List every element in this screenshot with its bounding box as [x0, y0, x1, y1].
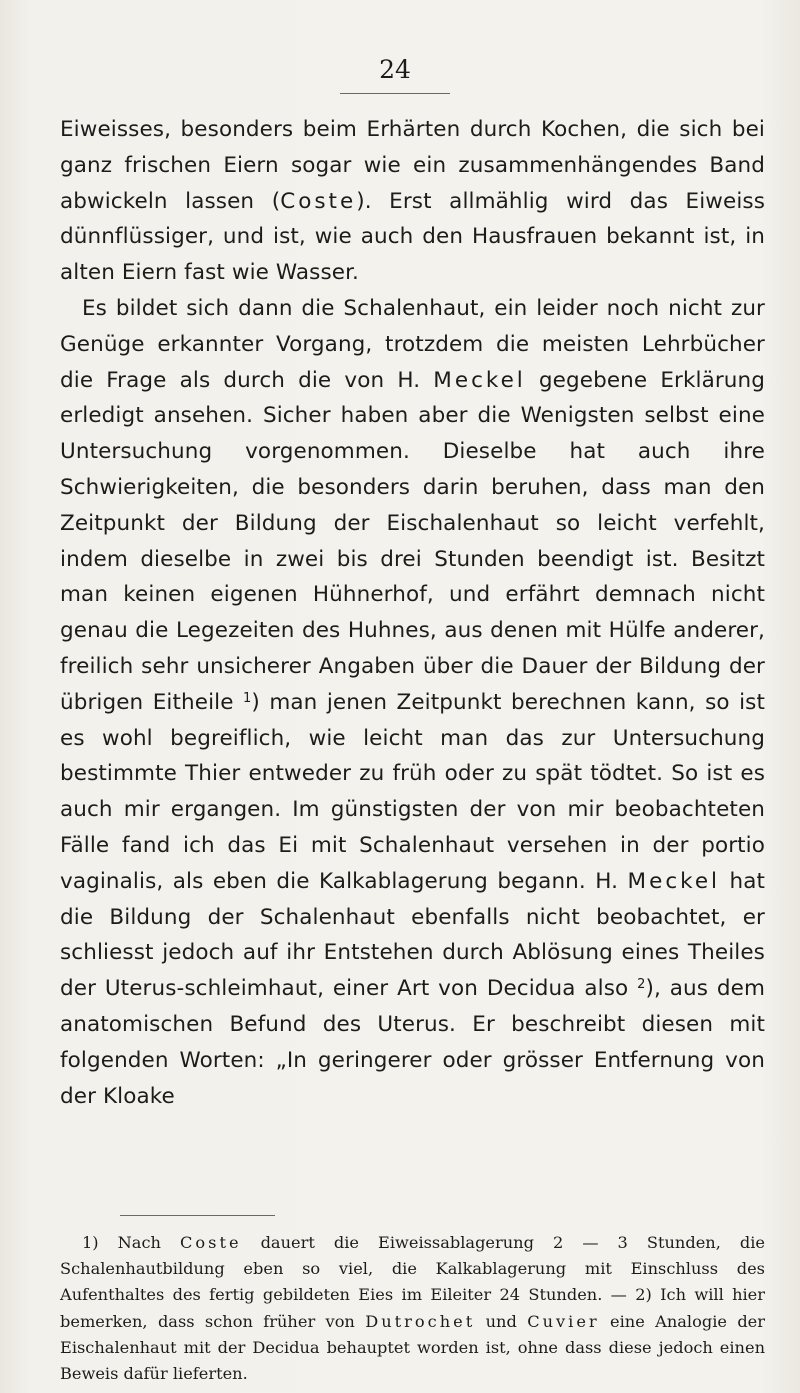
footnotes: [60, 1230, 765, 1387]
text-run: Es bildet sich dann die Schalenhaut, ein leider noch nicht zur Genüge erkannter Vorgang, trotzdem die meisten Lehrbücher die Frage als durch die von H.: [60, 295, 765, 393]
paragraph-2: [60, 291, 765, 1114]
author-name: Meckel: [433, 367, 526, 393]
text-run: gegebene Erklärung erledigt ansehen. Sicher haben aber die Wenigsten selbst eine Untersuchung vorgenommen. Dieselbe hat auch ihre Schwierigkeiten, die besonders darin beruhen, dass man den Zeitpunkt der Bildung der Eischalenhaut so leicht verfehlt, indem dieselbe in zwei bis drei Stunden beendigt ist. Besitzt man keinen eigenen Hühnerhof, und erfährt demnach nicht genau die Legezeiten des Huhnes, aus denen mit Hülfe anderer, freilich sehr unsicherer Angaben über die Dauer der Bildung der übrigen Eitheile: [60, 367, 765, 715]
text-run: dauert die Eiweissablagerung 2 — 3 Stunden, die Schalenhautbildung eben so viel, die Kalkablagerung mit Einschluss des Aufenthaltes des fertig gebildeten Eies im Eileiter 24 Stunden. — 2) Ich will hier bemerken, dass schon früher von: [60, 1233, 765, 1331]
author-name: Cuvier: [527, 1311, 600, 1331]
page-number: 24: [379, 55, 411, 84]
text-run: ) man jenen Zeitpunkt berechnen kann, so ist es wohl begreiflich, wie leicht man das zur Untersuchung bestimmte Thier entweder zu früh oder zu spät tödtet. So ist es auch mir ergangen. Im günstigsten der von mir beobachteten Fälle fand ich das Ei mit Schalenhaut versehen in der portio vaginalis, als eben die Kalkablagerung begann. H.: [60, 689, 765, 894]
author-name: Dutrochet: [365, 1311, 476, 1331]
author-name: Coste: [280, 188, 357, 214]
paragraph-1: [60, 112, 765, 291]
footnote-rule: [120, 1215, 275, 1216]
text-run: hat die Bildung der Schalenhaut ebenfalls nicht beobachtet, er schliesst jedoch auf ihr Entstehen durch Ablösung eines Theiles der Uterus-schleimhaut, einer Art von Decidua also: [60, 868, 766, 1002]
footnote-ref-1: 1: [243, 690, 252, 706]
text-run: 1) Nach: [82, 1233, 180, 1252]
text-run: eine Analogie der Eischalenhaut mit der Decidua behauptet worden ist, ohne dass diese jedoch einen Beweis dafür lieferten.: [60, 1311, 766, 1384]
text-run: ). Erst allmählig wird das Eiweiss dünnflüssiger, und ist, wie auch den Hausfrauen bekannt ist, in alten Eiern fast wie Wasser.: [60, 188, 765, 286]
footnote-ref-2: 2: [637, 977, 646, 993]
author-name: Coste: [180, 1233, 242, 1252]
footnote-text: [60, 1230, 765, 1387]
text-run: ), aus dem anatomischen Befund des Uterus. Er beschreibt diesen mit folgenden Worten: „In geringerer oder grösser Entfernung von der Kloake: [60, 976, 765, 1109]
header-rule: [340, 93, 450, 94]
text-run: Eiweisses, besonders beim Erhärten durch Kochen, die sich bei ganz frischen Eiern sogar wie ein zusammenhängendes Band abwickeln lassen (: [60, 117, 765, 214]
main-text: [60, 112, 765, 1114]
text-run: und: [475, 1311, 528, 1331]
author-name: Meckel: [627, 868, 721, 894]
